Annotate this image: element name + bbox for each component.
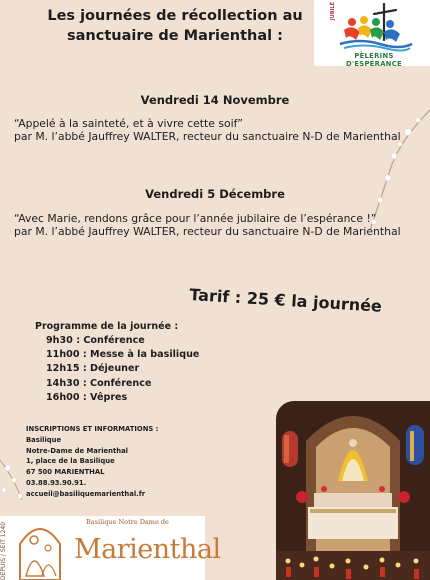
event-2-speaker: par M. l’abbé Jauffrey WALTER, recteur du sanctuaire N-D de Marienthal bbox=[14, 224, 401, 238]
contact-line: Notre-Dame de Marienthal bbox=[26, 446, 129, 455]
jubilee-logo-side-text: JUBILÉ bbox=[330, 2, 336, 21]
basilica-logo-subtitle: Basilique Notre Dame de bbox=[86, 518, 169, 526]
event-1-speaker: par M. l’abbé Jauffrey WALTER, recteur du sanctuaire N-D de Marienthal bbox=[14, 129, 401, 143]
basilica-interior-photo bbox=[276, 401, 430, 580]
event-2-date: Vendredi 5 Décembre bbox=[145, 187, 285, 201]
event-2-theme: “Avec Marie, rendons grâce pour l’année jubilaire de l’espérance !” bbox=[14, 212, 377, 225]
contact-title: INSCRIPTIONS ET INFORMATIONS : bbox=[26, 425, 159, 433]
contact-info bbox=[26, 424, 158, 500]
basilica-logo-title: Marienthal bbox=[74, 534, 221, 565]
jubilee-logo-text: PÈLERINS D'ESPÉRANCE bbox=[346, 52, 402, 68]
programme-item: 9h30 : Conférence bbox=[46, 335, 145, 346]
contact-line: Basilique bbox=[26, 435, 62, 444]
programme-list bbox=[46, 334, 199, 405]
title-line-2: sanctuaire de Marienthal : bbox=[67, 28, 283, 44]
contact-line: 67 500 MARIENTHAL bbox=[26, 468, 105, 477]
event-1-theme: “Appelé à la sainteté, et à vivre cette soif” bbox=[14, 117, 243, 130]
programme-item: 14h30 : Conférence bbox=[46, 377, 152, 389]
event-2-description bbox=[14, 213, 419, 238]
basilica-interior-illustration bbox=[276, 401, 430, 580]
title-line-1: Les journées de récollection au bbox=[47, 8, 303, 24]
programme-item: 12h15 : Déjeuner bbox=[46, 363, 140, 375]
price-label: Tarif : 25 € la journée bbox=[188, 285, 383, 316]
event-1-date: Vendredi 14 Novembre bbox=[140, 93, 290, 107]
contact-phone: 03.88.93.90.91. bbox=[26, 478, 87, 487]
page-title bbox=[40, 6, 310, 46]
basilica-logo-side-text: DEPUIS / SEIT 1240 bbox=[0, 521, 7, 580]
programme-item: 16h00 : Vêpres bbox=[46, 391, 128, 403]
event-1-description bbox=[14, 118, 419, 143]
contact-email: accueil@basiliquemarienthal.fr bbox=[26, 489, 146, 498]
contact-line: 1, place de la Basilique bbox=[26, 457, 115, 466]
programme-title: Programme de la journée : bbox=[35, 321, 179, 332]
madonna-logo-icon bbox=[12, 518, 68, 580]
programme-item: 11h00 : Messe à la basilique bbox=[46, 349, 200, 361]
